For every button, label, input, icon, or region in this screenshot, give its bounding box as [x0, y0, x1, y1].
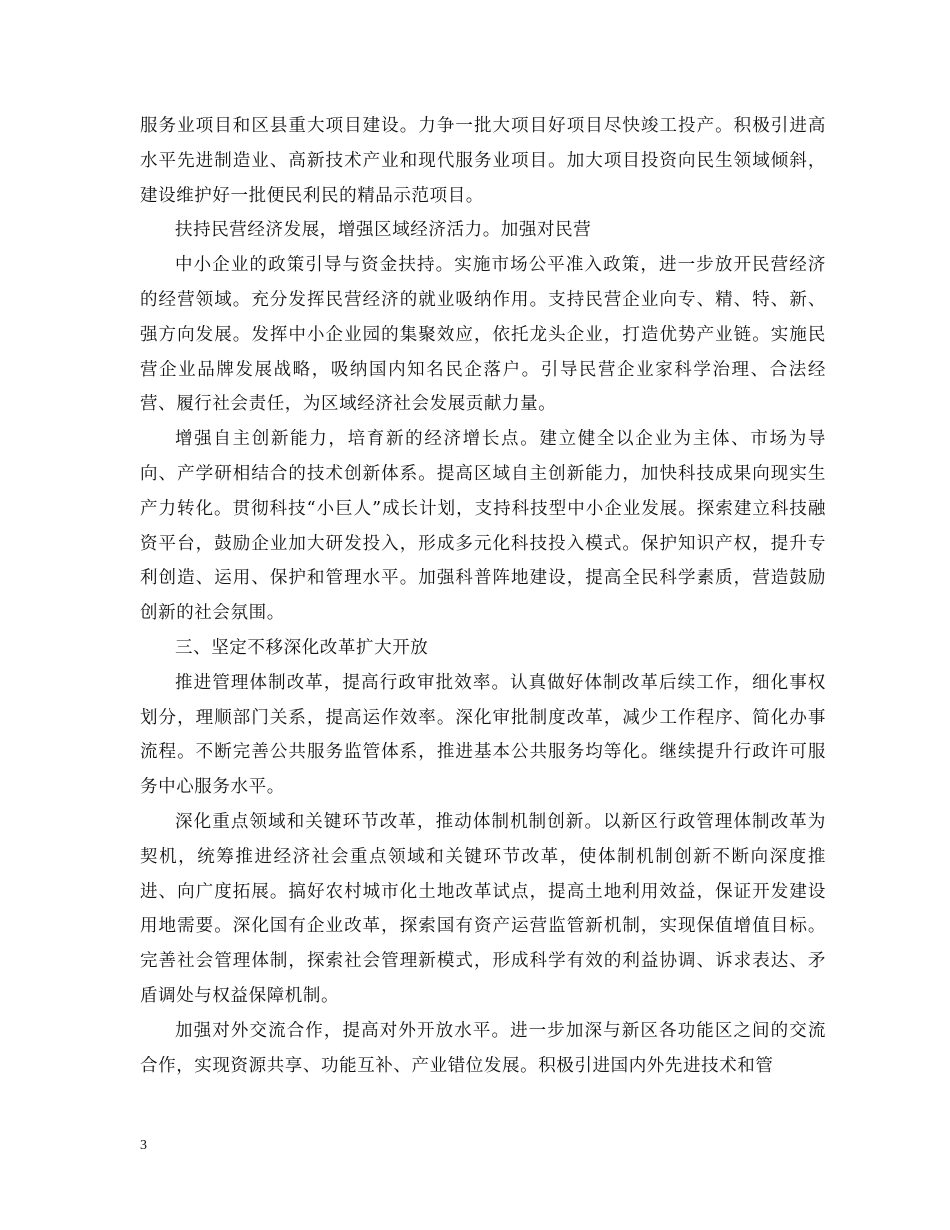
document-body	[140, 109, 826, 1083]
paragraph: 服务业项目和区县重大项目建设。力争一批大项目好项目尽快竣工投产。积极引进高水平先进制造业、高新技术产业和现代服务业项目。加大项目投资向民生领域倾斜，建设维护好一批便民利民的精品示范项目。	[140, 116, 826, 206]
paragraph: 深化重点领域和关键环节改革，推动体制机制创新。以新区行政管理体制改革为契机，统筹推进经济社会重点领域和关键环节改革，使体制机制创新不断向深度推进、向广度拓展。搞好农村城市化土地改革试点，提高土地利用效益，保证开发建设用地需要。深化国有企业改革，探索国有资产运营监管新机制，实现保值增值目标。完善社会管理体制，探索社会管理新模式，形成科学有效的利益协调、诉求表达、矛盾调处与权益保障机制。	[140, 811, 826, 1006]
paragraph: 加强对外交流合作，提高对外开放水平。进一步加深与新区各功能区之间的交流合作，实现资源共享、功能互补、产业错位发展。积极引进国内外先进技术和管	[140, 1020, 826, 1076]
paragraph: 中小企业的政策引导与资金扶持。实施市场公平准入政策，进一步放开民营经济的经营领域。充分发挥民营经济的就业吸纳作用。支持民营企业向专、精、特、新、强方向发展。发挥中小企业园的集聚效应，依托龙头企业，打造优势产业链。实施民营企业品牌发展战略，吸纳国内知名民企落户。引导民营企业家科学治理、合法经营、履行社会责任，为区域经济社会发展贡献力量。	[140, 255, 826, 415]
paragraph: 扶持民营经济发展，增强区域经济活力。加强对民营	[175, 220, 592, 241]
section-heading: 三、坚定不移深化改革扩大开放	[175, 637, 429, 658]
paragraph: 推进管理体制改革，提高行政审批效率。认真做好体制改革后续工作，细化事权划分，理顺部门关系，提高运作效率。深化审批制度改革，减少工作程序、简化办事流程。不断完善公共服务监管体系，推进基本公共服务均等化。继续提升行政许可服务中心服务水平。	[140, 672, 826, 798]
page-number: 3	[140, 1138, 147, 1153]
paragraph: 增强自主创新能力，培育新的经济增长点。建立健全以企业为主体、市场为导向、产学研相结合的技术创新体系。提高区域自主创新能力，加快科技成果向现实生产力转化。贯彻科技“小巨人”成长计划，支持科技型中小企业发展。探索建立科技融资平台，鼓励企业加大研发投入，形成多元化科技投入模式。保护知识产权，提升专利创造、运用、保护和管理水平。加强科普阵地建设，提高全民科学素质，营造鼓励创新的社会氛围。	[140, 429, 826, 624]
